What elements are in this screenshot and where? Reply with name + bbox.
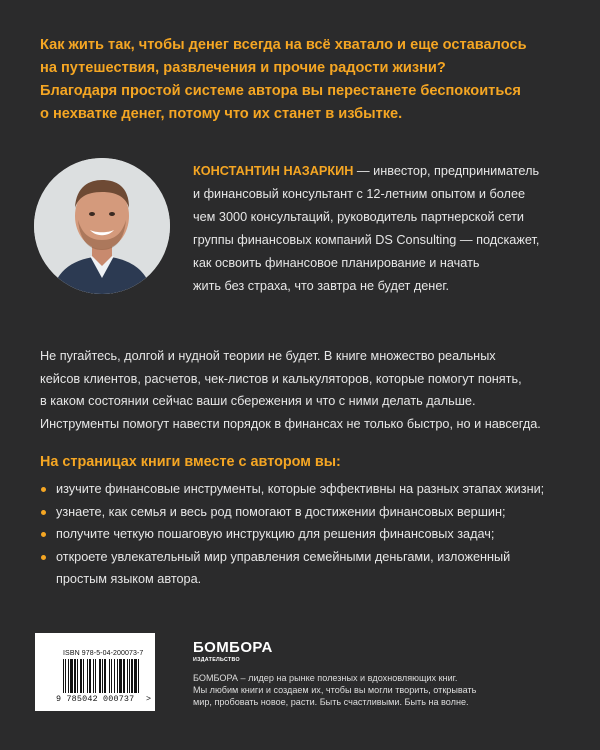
author-bio-first-line-rest: — инвестор, предприниматель <box>353 164 540 178</box>
bullet-icon <box>41 532 46 537</box>
publisher-subtitle: ИЗДАТЕЛЬСТВО <box>193 657 240 663</box>
intro-line: Благодаря простой системе автора вы перестанете беспокоиться <box>40 83 521 99</box>
benefits-heading: На страницах книги вместе с автором вы: <box>40 454 341 470</box>
bullet-icon <box>41 510 46 515</box>
description-line: кейсов клиентов, расчетов, чек-листов и калькуляторов, которые помогут понять, <box>40 371 522 386</box>
barcode-arrow: > <box>146 694 152 704</box>
benefit-item <box>40 546 570 591</box>
publisher-description-line: БОМБОРА – лидер на рынке полезных и вдохновляющих книг. <box>193 673 458 683</box>
author-bio-line: и финансовый консультант с 12-летним опытом и более <box>193 187 526 201</box>
description-line: Не пугайтесь, долгой и нудной теории не будет. В книге множество реальных <box>40 349 496 363</box>
description-paragraph <box>40 345 570 435</box>
author-bio-line: группы финансовых компаний DS Consulting — подскажет, <box>193 233 540 247</box>
description-line: в каком состоянии сейчас ваши сбережения и что с ними делать дальше. <box>40 394 476 408</box>
author-portrait-illustration <box>34 158 170 294</box>
author-bio-first-line <box>193 160 573 183</box>
publisher-description-line: Мы любим книги и создаем их, чтобы вы могли творить, открывать <box>193 685 477 695</box>
author-bio <box>193 160 573 298</box>
author-bio-line: жить без страха, что завтра не будет денег. <box>193 279 449 293</box>
isbn-number: ISBN 978-5-04-200073-7 <box>63 650 144 657</box>
benefits-list <box>40 478 570 591</box>
intro-line: Как жить так, чтобы денег всегда на всё хватало и еще оставалось <box>40 37 527 53</box>
intro-line: о нехватке денег, потому что их станет в избытке. <box>40 106 403 122</box>
bullet-icon <box>41 487 46 492</box>
publisher-logo <box>193 640 273 663</box>
author-bio-line: как освоить финансовое планирование и начать <box>193 256 480 270</box>
author-photo <box>34 158 170 294</box>
barcode-digits: 9 785042 000737 <box>56 694 135 704</box>
barcode-bars <box>63 659 145 695</box>
benefit-item <box>40 523 570 546</box>
bullet-icon <box>41 555 46 560</box>
isbn-barcode <box>35 633 155 711</box>
benefit-item <box>40 478 570 501</box>
intro-line: на путешествия, развлечения и прочие радости жизни? <box>40 60 446 76</box>
benefit-text: простым языком автора. <box>56 572 202 586</box>
description-line: Инструменты помогут навести порядок в финансах не только быстро, но и навсегда. <box>40 416 541 431</box>
intro-text <box>40 34 560 126</box>
author-name: КОНСТАНТИН НАЗАРКИН <box>193 164 354 178</box>
publisher-description-line: мир, пробовать новое, расти. Быть счастливыми. Быть на волне. <box>193 697 469 707</box>
benefit-text: получите четкую пошаговую инструкцию для решения финансовых задач; <box>56 527 495 541</box>
publisher-name: БОМБОРА <box>193 639 273 656</box>
publisher-description <box>193 672 493 708</box>
benefit-text: изучите финансовые инструменты, которые эффективны на разных этапах жизни; <box>56 482 545 496</box>
benefit-item <box>40 501 570 524</box>
benefit-text: откроете увлекательный мир управления семейными деньгами, изложенный <box>56 549 511 564</box>
author-bio-line: чем 3000 консультаций, руководитель партнерской сети <box>193 210 524 224</box>
benefit-text: узнаете, как семья и весь род помогают в достижении финансовых вершин; <box>56 504 506 519</box>
